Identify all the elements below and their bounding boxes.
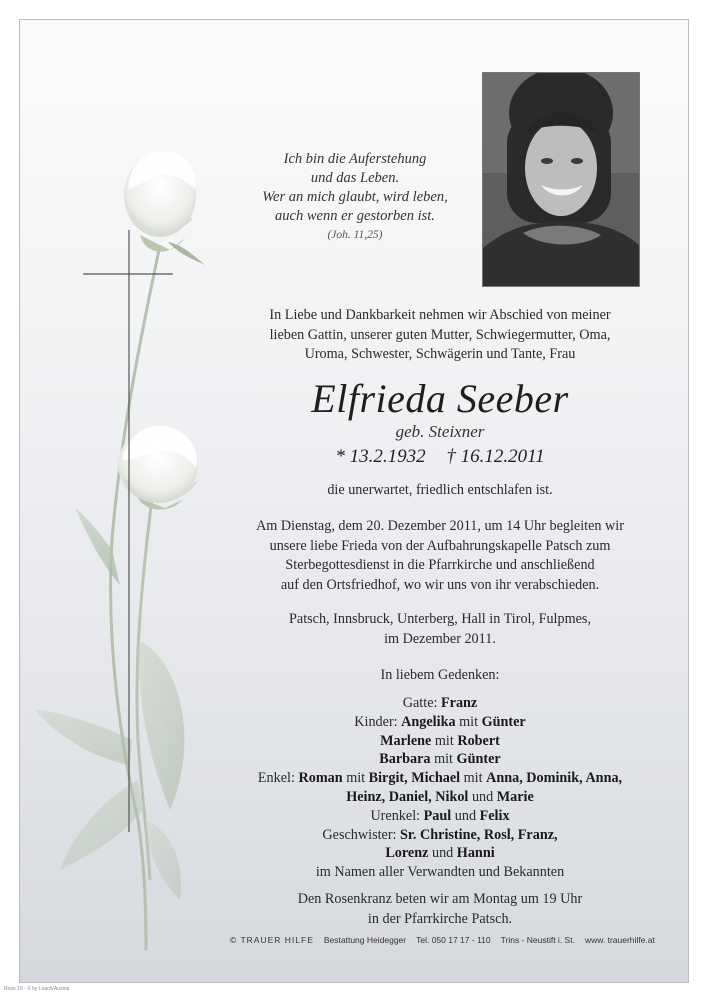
family-row-great-grandchildren: Urenkel: Paul und Felix (370, 807, 510, 824)
date-line: im Dezember 2011. (384, 630, 496, 647)
deceased-name: Elfrieda Seeber (311, 376, 569, 421)
place-line: Patsch, Innsbruck, Unterberg, Hall in Tirol, Fulpmes, (289, 611, 591, 627)
bible-quote (250, 150, 460, 245)
funeral-text (230, 517, 650, 595)
funeral-line: Sterbegottesdienst in die Pfarrkirche und anschließend (285, 557, 595, 573)
quote-line: Ich bin die Auferstehung (283, 151, 427, 167)
funeral-line: Am Dienstag, dem 20. Dezember 2011, um 14 Uhr begleiten wir (256, 518, 624, 534)
family-row-grandchildren: Enkel: Roman mit Birgit, Michael mit Anna, Dominik, Anna, (257, 770, 623, 787)
family-row-children: Barbara mit Günter (379, 751, 501, 768)
quote-line: und das Leben. (310, 170, 400, 186)
birth-name: geb. Steixner (395, 422, 485, 441)
memory-heading: In liebem Gedenken: (380, 667, 500, 683)
website-link[interactable]: www. trauerhilfe.at (584, 935, 655, 945)
funeral-line: unsere liebe Frieda von der Aufbahrungskapelle Patsch zum (269, 537, 611, 554)
intro-line: In Liebe und Dankbarkeit nehmen wir Abschied von meiner (269, 307, 611, 323)
quote-reference: (Joh. 11,25) (327, 229, 383, 241)
funeral-line: auf den Ortsfriedhof, wo wir uns von ihr verabschieden. (280, 576, 600, 593)
rosary-line: in der Pfarrkirche Patsch. (367, 910, 513, 927)
family-list (220, 694, 660, 882)
family-row-children: Marlene mit Robert (380, 732, 500, 749)
family-row-grandchildren: Heinz, Daniel, Nikol und Marie (346, 788, 534, 805)
brand-label: © TRAUER HILFE (230, 935, 314, 945)
portrait-photo (482, 72, 640, 287)
undertaker-name: Bestattung Heidegger (323, 935, 407, 945)
family-row-siblings: Geschwister: Sr. Christine, Rosl, Franz, (322, 826, 558, 843)
phone-number: Tel. 050 17 17 - 110 (416, 935, 491, 945)
address: Trins - Neustift i. St. (500, 935, 575, 945)
intro-text (230, 306, 650, 365)
rosary-text (230, 890, 650, 929)
passing-text: die unerwartet, friedlich entschlafen ist. (327, 482, 553, 498)
death-date: † 16.12.2011 (446, 446, 545, 467)
image-credit: Rose 10 - © by Loach/Austria (4, 986, 70, 992)
obituary-card (19, 19, 689, 983)
intro-line: Uroma, Schwester, Schwägerin und Tante, Frau (304, 346, 576, 362)
family-row-relatives: im Namen aller Verwandten und Bekannten (315, 864, 565, 881)
place-date-text (230, 610, 650, 649)
intro-line: lieben Gattin, unserer guten Mutter, Schwiegermutter, Oma, (269, 326, 611, 343)
quote-line: auch wenn er gestorben ist. (275, 208, 435, 224)
quote-line: Wer an mich glaubt, wird leben, (262, 189, 448, 205)
rosary-line: Den Rosenkranz beten wir am Montag um 19 Uhr (297, 891, 583, 907)
family-row-siblings: Lorenz und Hanni (385, 845, 495, 862)
birth-date: * 13.2.1932 (335, 446, 426, 467)
life-dates (230, 446, 650, 468)
footer (230, 935, 655, 945)
family-row-spouse: Gatte: Franz (402, 695, 478, 711)
family-row-children: Kinder: Angelika mit Günter (354, 713, 526, 730)
